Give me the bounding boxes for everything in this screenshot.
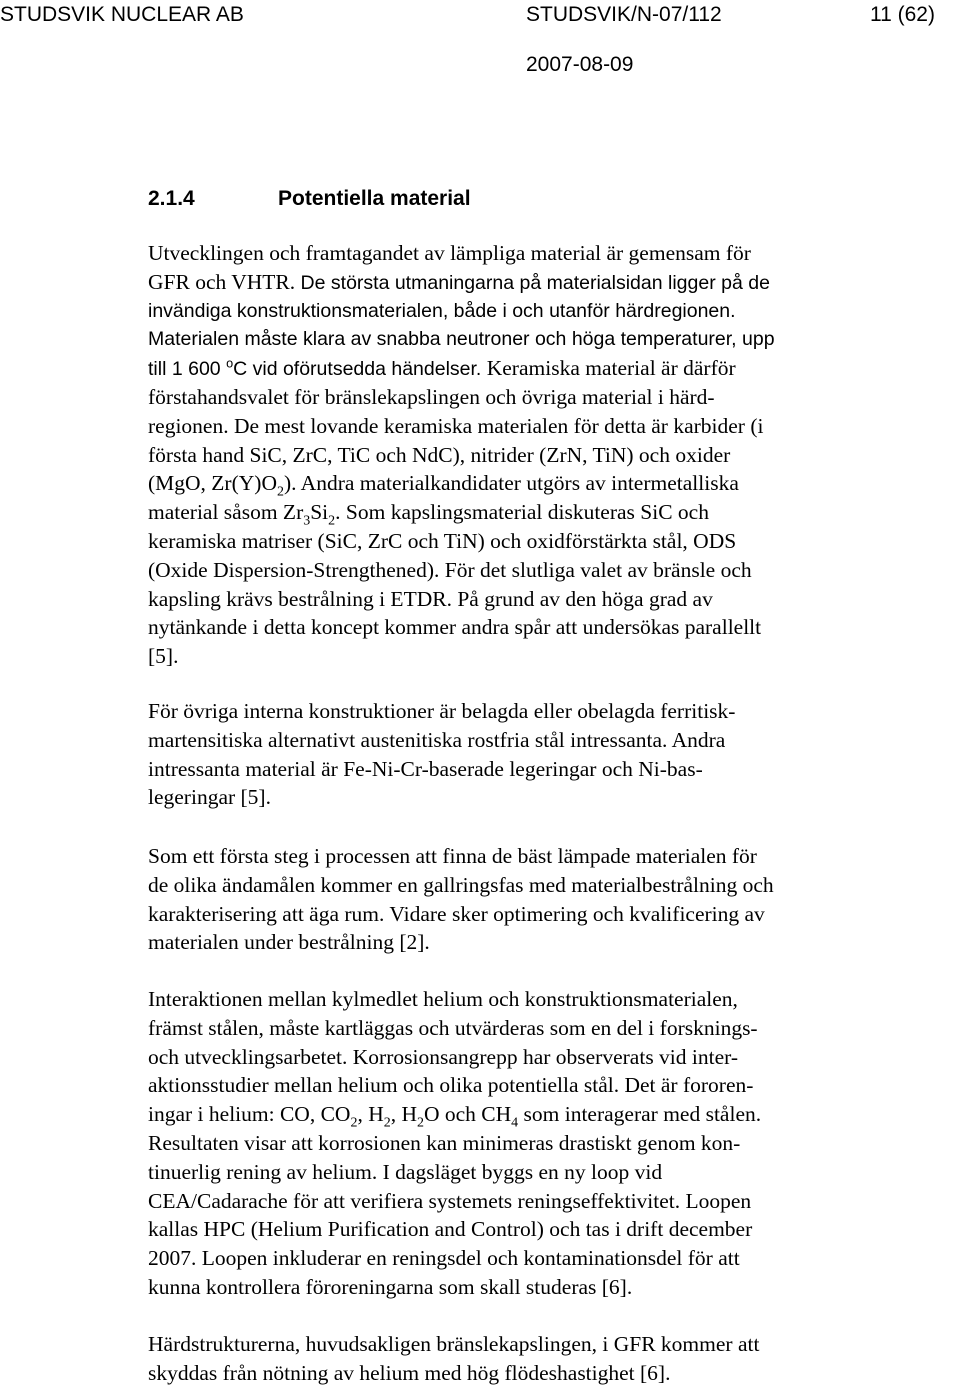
header-company: STUDSVIK NUCLEAR AB (0, 3, 244, 26)
paragraph-line: Materialen måste klara av snabba neutroner och höga temperaturer, upp (148, 328, 775, 351)
text-run: Keramiska material är därför (481, 356, 736, 381)
text-run: O och CH (423, 1102, 512, 1127)
paragraph-line: invändiga konstruktionsmaterialen, både i och utanför härdregionen. (148, 299, 736, 322)
paragraph-line: legeringar [5]. (148, 785, 271, 810)
paragraph-line (148, 354, 868, 383)
paragraph-line: och utvecklingsarbetet. Korrosionsangrepp har observerats vid inter- (148, 1044, 739, 1069)
subscript: 2 (350, 1115, 358, 1131)
paragraph-line: främst stålen, måste kartläggas och utvärderas som en del i forsknings- (148, 1015, 758, 1040)
paragraph-line: [5]. (148, 644, 179, 669)
paragraph-line: intressanta material är Fe-Ni-Cr-baserade legeringar och Ni-bas- (148, 756, 703, 781)
text-run: C vid oförutsedda händelser. (233, 358, 482, 381)
paragraph-line: För övriga interna konstruktioner är belagda eller obelagda ferritisk- (148, 699, 736, 723)
paragraph-line: första hand SiC, ZrC, TiC och NdC), nitrider (ZrN, TiN) och oxider (148, 442, 731, 467)
header-report-ref: STUDSVIK/N-07/112 (526, 3, 722, 26)
paragraph-line: de olika ändamålen kommer en gallringsfas med materialbestrålning och (148, 872, 774, 897)
text-run: , H (357, 1102, 384, 1127)
section-number: 2.1.4 (148, 187, 195, 210)
paragraph-line: förstahandsvalet för bränslekapslingen och övriga material i härd- (148, 384, 715, 409)
paragraph-line: (Oxide Dispersion-Strengthened). För det slutliga valet av bränsle och (148, 557, 752, 582)
paragraph-line: 2007. Loopen inkluderar en reningsdel och kontaminationsdel för att (148, 1246, 740, 1271)
paragraph-line: kunna kontrollera föroreningarna som skall studeras [6]. (148, 1274, 633, 1299)
paragraph-line: Som ett första steg i processen att finna de bäst lämpade materialen för (148, 844, 757, 868)
subscript: 2 (328, 513, 336, 529)
text-run: material såsom Zr (148, 500, 304, 525)
paragraph-line: karakterisering att äga rum. Vidare sker optimering och kvalificering av (148, 901, 765, 926)
text-run: regionen. (148, 413, 229, 438)
text-run: ingar i helium: CO, CO (148, 1102, 351, 1127)
paragraph-line: kallas HPC (Helium Purification and Control) och tas i drift december (148, 1217, 753, 1242)
paragraph-line (148, 412, 868, 441)
paragraph-line: Resultaten visar att korrosionen kan minimeras drastiskt genom kon- (148, 1130, 741, 1155)
paragraph-line: Interaktionen mellan kylmedlet helium och konstruktionsmaterialen, (148, 987, 738, 1011)
superscript: o (226, 356, 234, 371)
section-heading (148, 188, 471, 209)
paragraph-line: Härdstrukturerna, huvudsakligen bränslekapslingen, i GFR kommer att (148, 1332, 760, 1356)
text-run: som interagerar med stålen. (518, 1102, 762, 1127)
header-date: 2007-08-09 (526, 53, 634, 76)
paragraph-4 (148, 985, 868, 1302)
paragraph-line (148, 498, 868, 527)
paragraph-1 (148, 239, 868, 671)
text-run: ). Andra materialkandidater utgörs av intermetalliska (283, 471, 739, 496)
paragraph-line: Utvecklingen och framtagandet av lämpliga material är gemensam för (148, 241, 751, 265)
text-run: . Som kapslingsmaterial diskuteras SiC och (335, 500, 709, 525)
paragraph-5 (148, 1330, 868, 1388)
section-title: Potentiella material (278, 187, 471, 210)
subscript: 2 (383, 1115, 391, 1131)
text-run: , H (390, 1102, 417, 1127)
paragraph-3 (148, 842, 868, 957)
paragraph-line: tinuerlig rening av helium. I dagsläget byggs en ny loop vid (148, 1159, 663, 1184)
text-run: De mest lovande keramiska materialen för detta är karbider (i (228, 413, 764, 438)
paragraph-line: martensitiska alternativt austenitiska rostfria stål intressanta. Andra (148, 727, 726, 752)
paragraph-2 (148, 697, 868, 812)
paragraph-line (148, 1100, 868, 1129)
paragraph-line: aktionsstudier mellan helium och olika potentiella stål. Det är fororen- (148, 1073, 754, 1098)
subscript: 4 (511, 1115, 519, 1131)
paragraph-line (148, 469, 868, 498)
paragraph-line: CEA/Cadarache för att verifiera systemets reningseffektivitet. Loopen (148, 1188, 752, 1213)
text-run: De största utmaningarna på materialsidan ligger på de (295, 271, 770, 294)
paragraph-line: kapsling krävs bestrålning i ETDR. På grund av den höga grad av (148, 586, 713, 611)
text-run: GFR och VHTR. (148, 269, 296, 294)
header-page-number: 11 (62) (870, 3, 935, 26)
subscript: 2 (276, 484, 284, 500)
text-run: till 1 600 (148, 358, 227, 381)
subscript: 2 (416, 1115, 424, 1131)
text-run: (MgO, Zr(Y)O (148, 471, 277, 496)
paragraph-line: materialen under bestrålning [2]. (148, 930, 430, 955)
paragraph-line: skyddas från nötning av helium med hög flödeshastighet [6]. (148, 1360, 671, 1385)
subscript: 3 (303, 513, 311, 529)
paragraph-line: nytänkande i detta koncept kommer andra spår att undersökas parallellt (148, 615, 762, 640)
paragraph-line (148, 268, 868, 297)
paragraph-line: keramiska matriser (SiC, ZrC och TiN) och oxidförstärkta stål, ODS (148, 528, 737, 553)
text-run: Si (310, 500, 329, 525)
